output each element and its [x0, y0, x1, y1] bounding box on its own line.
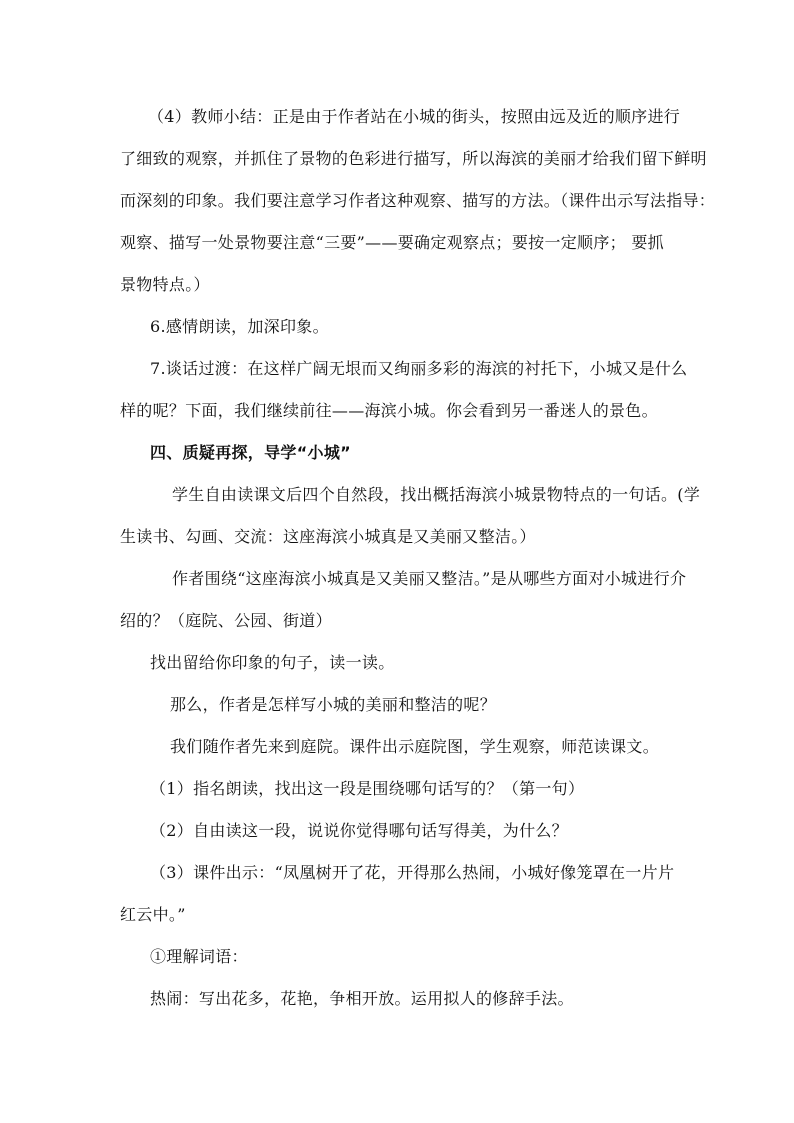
paragraph-line: 作者围绕“这座海滨小城真是又美丽又整洁。”是从哪些方面对小城进行介 — [172, 569, 687, 588]
paragraph-line: （4）教师小结：正是由于作者站在小城的街头，按照由远及近的顺序进行 — [148, 107, 681, 126]
paragraph-line: 那么，作者是怎样写小城的美丽和整洁的呢？ — [170, 695, 497, 714]
paragraph-line: ①理解词语： — [150, 947, 248, 966]
paragraph-line: 了细致的观察，并抓住了景物的色彩进行描写，所以海滨的美丽才给我们留下鲜明 — [120, 149, 707, 168]
paragraph-line: 景物特点。） — [120, 275, 210, 294]
paragraph-line: （1）指名朗读，找出这一段是围绕哪句话写的？（第一句） — [150, 779, 585, 798]
paragraph-line: 找出留给你印象的句子，读一读。 — [150, 653, 395, 672]
paragraph-line: 观察、描写一处景物要注意“三要”——要确定观察点；要按一定顺序； 要抓 — [120, 233, 664, 252]
paragraph-line: 绍的？（庭院、公园、街道） — [120, 611, 332, 630]
paragraph-line: 7.谈话过渡：在这样广阔无垠而又绚丽多彩的海滨的衬托下，小城又是什么 — [150, 359, 688, 378]
paragraph-line: （3）课件出示：“凤凰树开了花，开得那么热闹，小城好像笼罩在一片片 — [150, 863, 675, 882]
paragraph-line: 热闹：写出花多，花艳，争相开放。运用拟人的修辞手法。 — [150, 989, 574, 1008]
paragraph-line: 红云中。” — [120, 905, 186, 924]
paragraph-line: 我们随作者先来到庭院。课件出示庭院图，学生观察，师范读课文。 — [170, 737, 660, 756]
paragraph-line: 生读书、勾画、交流：这座海滨小城真是又美丽又整洁。） — [120, 527, 536, 546]
paragraph-line: 样的呢？下面，我们继续前往——海滨小城。你会看到另一番迷人的景色。 — [120, 401, 658, 420]
paragraph-line: （2）自由读这一段，说说你觉得哪句话写得美，为什么？ — [150, 821, 568, 840]
paragraph-line: 而深刻的印象。我们要注意学习作者这种观察、描写的方法。（课件出示写法指导： — [120, 191, 716, 210]
section-heading: 四、质疑再探，导学“小城” — [150, 443, 351, 462]
paragraph-line: 学生自由读课文后四个自然段，找出概括海滨小城景物特点的一句话。(学 — [172, 485, 701, 504]
paragraph-line: 6.感情朗读，加深印象。 — [150, 317, 329, 336]
